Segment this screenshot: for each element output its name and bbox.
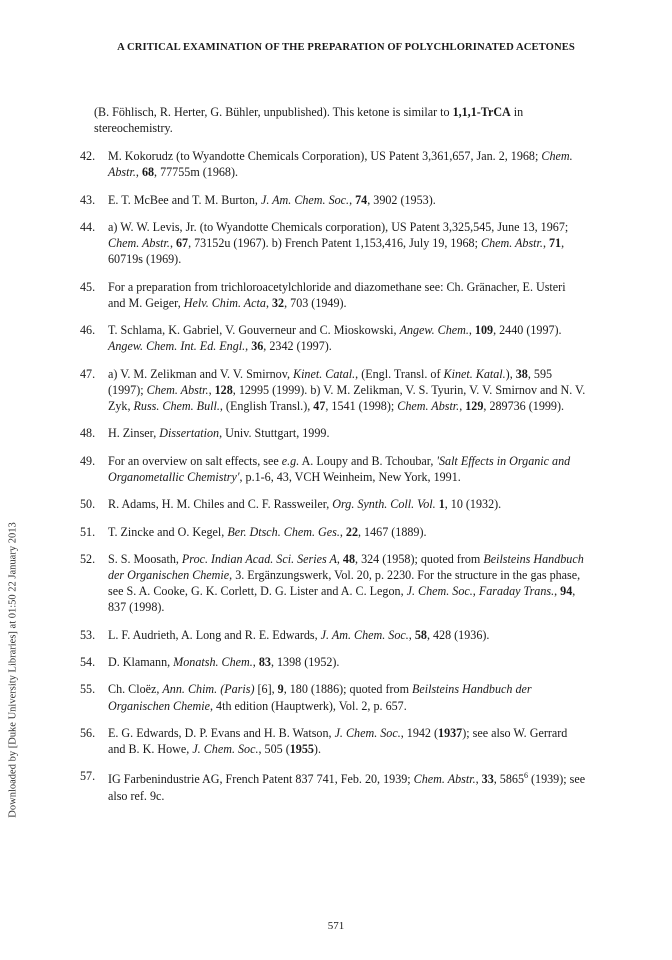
reference-text-run: J. Chem. Soc.	[334, 725, 401, 740]
reference-text-run: R. Adams, H. M. Chiles and C. F. Rassweiler,	[108, 497, 333, 512]
reference-text-run: Beilsteins Handbuch der Organischen Chemie	[108, 682, 532, 713]
reference-item	[80, 192, 586, 208]
reference-text-run: a) V. M. Zelikman and V. V. Smirnov,	[108, 366, 293, 381]
reference-number: 57.	[80, 769, 96, 784]
reference-text-run: J. Chem. Soc.	[192, 742, 259, 757]
reference-number: 51.	[80, 524, 96, 539]
reference-item	[80, 279, 586, 311]
reference-text-run: ,	[336, 552, 343, 567]
reference-text-run: ,	[169, 236, 176, 251]
reference-text-run: ,	[554, 584, 561, 599]
reference-text-run: , 4th edition (Hauptwerk), Vol. 2, p. 657.	[210, 698, 407, 713]
reference-text-run: Proc. Indian Acad. Sci. Series A	[181, 552, 337, 567]
reference-text-run: 58	[414, 627, 427, 642]
reference-text-run: M. Kokorudz (to Wyandotte Chemicals Corporation), US Patent 3,361,657, Jan. 2, 1968;	[108, 149, 542, 164]
reference-text-run: 71	[548, 236, 562, 251]
reference-text-run: A. Loupy and B. Tchoubar,	[299, 453, 437, 468]
reference-item	[80, 219, 586, 267]
reference-text-run: Chem. Abstr.	[146, 382, 209, 397]
reference-text-run: Chem. Abstr.	[413, 772, 476, 787]
reference-number: 54.	[80, 655, 96, 670]
reference-items	[80, 148, 586, 803]
reference-item	[80, 627, 586, 643]
reference-number: 55.	[80, 682, 96, 697]
reference-text-run: Ch. Cloëz,	[108, 682, 163, 697]
reference-text-run: 38	[515, 366, 528, 381]
reference-number: 45.	[80, 279, 96, 294]
reference-text-run: Beilsteins Handbuch der Organischen Chemie	[108, 552, 584, 583]
reference-text-run: ,	[245, 339, 252, 354]
reference-text-run: , 73152u (1967). b) French Patent 1,153,416, July 19, 1968;	[188, 236, 481, 251]
reference-text-run: Chem. Abstr.	[481, 236, 543, 251]
reference-text-run: ,	[339, 524, 346, 539]
reference-text-run: 1	[438, 497, 445, 512]
reference-list	[80, 92, 586, 804]
reference-text-run: , p.1-6, 43, VCH Weinheim, New York, 1991.	[239, 469, 461, 484]
reference-text-run: Ann. Chim. (Paris)	[162, 682, 255, 697]
reference-number: 44.	[80, 220, 96, 235]
reference-text-run: (1939); see also ref. 9c.	[108, 772, 586, 803]
running-head: A CRITICAL EXAMINATION OF THE PREPARATION OF POLYCHLORINATED ACETONES	[117, 42, 575, 53]
reference-text-run: T. Schlama, K. Gabriel, V. Gouverneur and C. Mioskowski,	[108, 323, 400, 338]
reference-text-run: ,	[459, 398, 466, 413]
reference-text-run: S. S. Moosath,	[108, 552, 182, 567]
reference-text-run: [6],	[254, 682, 278, 697]
reference-text-run: , 60719s (1969).	[108, 236, 565, 267]
reference-text-run: J. Am. Chem. Soc.	[260, 192, 350, 207]
reference-text-run: Org. Synth. Coll. Vol.	[332, 497, 436, 512]
reference-item	[80, 551, 586, 615]
reference-text-run: Angew. Chem.	[399, 323, 469, 338]
reference-text-run: ,	[252, 655, 259, 670]
reference-text-run: J. Am. Chem. Soc.	[320, 627, 409, 642]
reference-text-run: , 5865	[493, 772, 524, 787]
reference-number: 43.	[80, 192, 96, 207]
reference-text-run: H. Zinser,	[108, 426, 160, 441]
reference-number: 52.	[80, 552, 96, 567]
reference-text-run: , 703 (1949).	[284, 295, 347, 310]
reference-text-run: J. Chem. Soc., Faraday Trans.	[406, 584, 555, 599]
reference-text-run: , Univ. Stuttgart, 1999.	[219, 426, 330, 441]
reference-text-run: , (Engl. Transl. of	[355, 366, 444, 381]
reference-text-run: Chem. Abstr.	[108, 149, 573, 180]
reference-number: 50.	[80, 497, 96, 512]
reference-text-run: L. F. Audrieth, A. Long and R. E. Edwards,	[108, 627, 321, 642]
reference-text-run: a) W. W. Levis, Jr. (to Wyandotte Chemicals corporation), US Patent 3,325,545, June 13, 1967;	[108, 220, 569, 235]
reference-text-run: ,	[468, 323, 475, 338]
reference-text-run: , 1541 (1998);	[325, 398, 398, 413]
reference-text-run: , 180 (1886); quoted from	[283, 682, 412, 697]
page-number: 571	[327, 920, 345, 932]
reference-item	[80, 322, 586, 354]
reference-text-run: Chem. Abstr.	[397, 398, 460, 413]
reference-text-run: T. Zincke and O. Kegel,	[108, 524, 228, 539]
reference-text-run: (B. Föhlisch, R. Herter, G. Bühler, unpublished). This ketone is similar to	[94, 105, 453, 120]
reference-item	[80, 366, 586, 414]
reference-text-run: 9	[277, 682, 284, 697]
reference-text-run: Angew. Chem. Int. Ed. Engl.	[108, 339, 246, 354]
reference-number: 46.	[80, 323, 96, 338]
reference-text-run: 33	[481, 772, 494, 787]
reference-text-run: , 2440 (1997).	[493, 323, 562, 338]
reference-text-run: 32	[272, 295, 285, 310]
reference-text-run: 'Salt Effects in Organic and Organometallic Chemistry'	[108, 453, 571, 484]
reference-item	[80, 654, 586, 670]
reference-text-run: , 3. Ergänzungswerk, Vol. 20, p. 2230. For the structure in the gas phase, see S. A. Cooke, G. K. Corlett, D. G. Lister and A. C. Legon,	[108, 568, 581, 599]
reference-text-run: , 12995 (1999). b) V. M. Zelikman, V. S. Tyurin, V. V. Smirnov and N. V. Zyk,	[108, 382, 586, 413]
reference-item	[80, 148, 586, 180]
reference-number: 49.	[80, 453, 96, 468]
reference-text-run: , 324 (1958); quoted from	[355, 552, 484, 567]
reference-text-run: e.g.	[281, 453, 300, 468]
reference-text-run: E. T. McBee and T. M. Burton,	[108, 192, 261, 207]
reference-number: 42.	[80, 149, 96, 164]
reference-item	[80, 725, 586, 757]
reference-text-run: , 2342 (1997).	[263, 339, 332, 354]
reference-text-run: , 595 (1997);	[108, 366, 553, 397]
reference-text-run: 68	[141, 165, 155, 180]
reference-item	[80, 768, 586, 803]
reference-text-run: , 1467 (1889).	[358, 524, 427, 539]
reference-number: 48.	[80, 426, 96, 441]
reference-text-run: 128	[214, 382, 233, 397]
reference-text-run: ,	[475, 772, 482, 787]
reference-text-run: ,	[265, 295, 272, 310]
reference-text-run: 6	[523, 771, 528, 781]
reference-text-run: ,	[349, 192, 356, 207]
reference-text-run: 67	[175, 236, 189, 251]
reference-number: 47.	[80, 366, 96, 381]
reference-text-run: For an overview on salt effects, see	[108, 453, 282, 468]
reference-text-run: , 289736 (1999).	[483, 398, 565, 413]
reference-text-run: ).	[313, 742, 321, 757]
reference-text-run: 48	[342, 552, 356, 567]
reference-text-run: Monatsh. Chem.	[173, 655, 253, 670]
reference-text-run: , 1942 (	[400, 725, 439, 740]
reference-text-run: Chem. Abstr.	[108, 236, 170, 251]
reference-text-run: 1955	[289, 742, 314, 757]
reference-number: 56.	[80, 725, 96, 740]
reference-text-run: Dissertation	[159, 426, 220, 441]
reference-item	[80, 453, 586, 485]
reference-item	[80, 425, 586, 441]
reference-text-run: For a preparation from trichloroacetylchloride and diazomethane see: Ch. Gränacher, E. Usteri and M. Geiger,	[108, 279, 566, 310]
reference-text-run: , 1398 (1952).	[270, 655, 340, 670]
reference-text-run: Ber. Dtsch. Chem. Ges.	[227, 524, 340, 539]
reference-text-run: in stereochemistry.	[94, 105, 524, 136]
reference-text-run: 22	[345, 524, 358, 539]
reference-continuation	[80, 104, 586, 136]
reference-text-run: , 77755m (1968).	[154, 165, 239, 180]
reference-text-run: ,	[408, 627, 415, 642]
reference-text-run: 1,1,1-TrCA	[452, 105, 511, 120]
reference-item	[80, 681, 586, 713]
reference-text-run: , 428 (1936).	[426, 627, 490, 642]
reference-text-run: Kinet. Catal.	[293, 366, 356, 381]
reference-text-run: , 837 (1998).	[108, 584, 576, 615]
reference-text-run: 47	[313, 398, 326, 413]
reference-text-run: E. G. Edwards, D. P. Evans and H. B. Watson,	[108, 725, 335, 740]
reference-text-run: 1937	[438, 725, 463, 740]
reference-text-run: Russ. Chem. Bull.	[133, 398, 220, 413]
reference-text-run: ,	[135, 165, 142, 180]
reference-text-run: 94	[560, 584, 573, 599]
reference-item	[80, 524, 586, 540]
reference-text-run: ,	[542, 236, 549, 251]
reference-text-run: Kinet. Katal.	[443, 366, 506, 381]
reference-text-run: 36	[251, 339, 264, 354]
reference-text-run: D. Klamann,	[108, 655, 174, 670]
reference-item	[80, 496, 586, 512]
reference-text-run: ); see also W. Gerrard and B. K. Howe,	[108, 725, 568, 757]
reference-text-run: 83	[258, 655, 271, 670]
reference-text-run: , 10 (1932).	[444, 497, 502, 512]
reference-text-run: ,	[208, 382, 215, 397]
reference-text-run: 109	[474, 323, 494, 338]
download-watermark-text: Downloaded by [Duke University Libraries] at 01:50 22 January 2013	[7, 522, 19, 818]
reference-text-run: 74	[355, 192, 368, 207]
reference-text-run: 129	[465, 398, 484, 413]
reference-text-run: , 3902 (1953).	[367, 192, 436, 207]
reference-text-run: , (English Transl.),	[219, 398, 314, 413]
reference-number: 53.	[80, 627, 96, 642]
reference-text-run: IG Farbenindustrie AG, French Patent 837 741, Feb. 20, 1939;	[108, 772, 414, 787]
download-watermark	[2, 460, 24, 880]
reference-text-run: , 505 (	[258, 742, 290, 757]
reference-text-run: ),	[505, 366, 516, 381]
reference-text-run: Helv. Chim. Acta	[183, 295, 266, 310]
